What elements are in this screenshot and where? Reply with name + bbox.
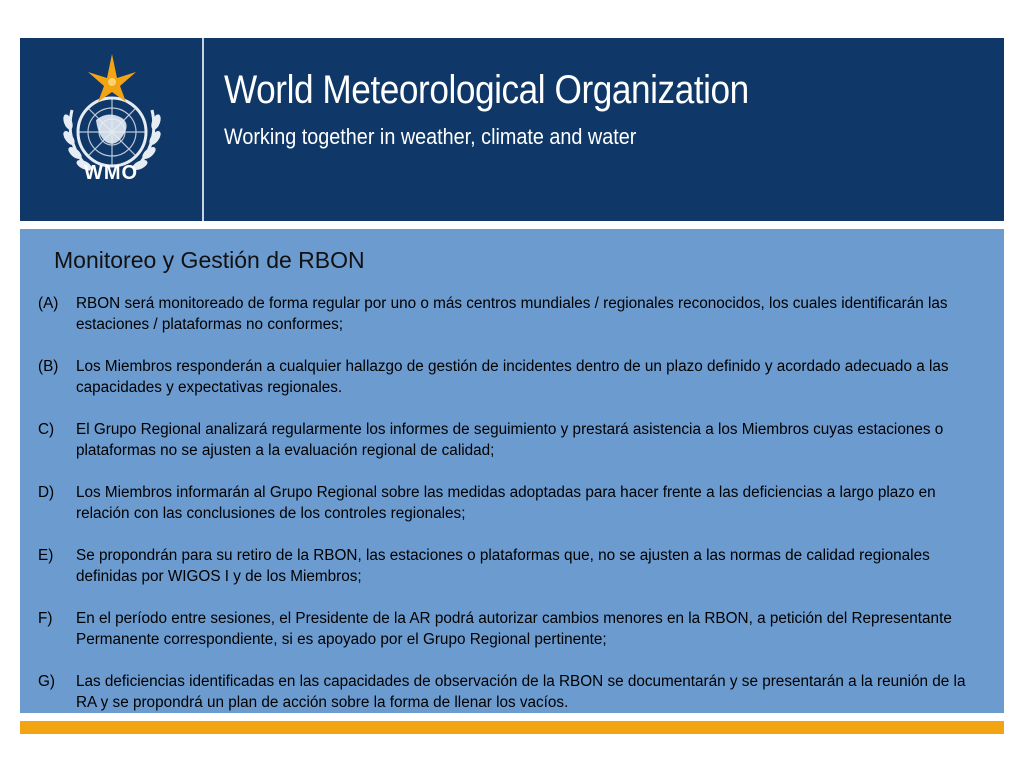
item-label: (B) — [38, 358, 59, 375]
item-label: (A) — [38, 295, 59, 312]
item-text: RBON será monitoreado de forma regular por uno o más centros mundiales / regionales reconocidos, los cuales identificarán las estaciones / plataformas no conformes; — [76, 295, 948, 333]
item-label: D) — [38, 484, 55, 501]
item-label: F) — [38, 610, 53, 627]
item-text: Se propondrán para su retiro de la RBON, las estaciones o plataformas que, no se ajusten a las normas de calidad regionales definidas por WIGOS I y de los Miembros; — [76, 547, 930, 585]
item-text: En el período entre sesiones, el Presidente de la AR podrá autorizar cambios menores en la RBON, a petición del Representante Permanente correspondiente, si es apoyado por el Grupo Regional pertinente; — [76, 610, 952, 648]
item-text: Los Miembros informarán al Grupo Regional sobre las medidas adoptadas para hacer frente a las deficiencias a largo plazo en relación con las conclusiones de los controles regionales; — [76, 484, 936, 522]
item-label: E) — [38, 547, 54, 564]
accent-bar — [20, 721, 1004, 734]
list-item — [38, 356, 988, 398]
list-item — [38, 608, 988, 650]
section-title: Monitoreo y Gestión de RBON — [54, 247, 365, 273]
page-subtitle: Working together in weather, climate and water — [224, 124, 637, 149]
page-title: World Meteorological Organization — [224, 68, 749, 112]
logo-panel — [20, 38, 202, 221]
item-text: Los Miembros responderán a cualquier hallazgo de gestión de incidentes dentro de un plazo definido y acordado adecuado a las capacidades y expectativas regionales. — [76, 358, 949, 396]
list-item — [38, 671, 988, 713]
list-item — [38, 419, 988, 461]
item-label: C) — [38, 421, 55, 438]
list-item — [38, 545, 988, 587]
header-banner — [20, 38, 1004, 221]
wmo-logo-text: WMO — [83, 162, 139, 184]
item-text: El Grupo Regional analizará regularmente los informes de seguimiento y prestará asistencia a los Miembros cuyas estaciones o plataformas no se ajusten a la evaluación regional de calidad; — [76, 421, 944, 459]
list-item — [38, 293, 988, 335]
item-list — [38, 293, 988, 734]
item-text: Las deficiencias identificadas en las capacidades de observación de la RBON se documentarán y se presentarán a la reunión de la RA y se propondrá un plan de acción sobre la forma de llenar los vacíos. — [76, 673, 966, 711]
content-panel — [20, 229, 1004, 713]
list-item — [38, 482, 988, 524]
item-label: G) — [38, 673, 55, 690]
header-divider — [202, 38, 204, 221]
